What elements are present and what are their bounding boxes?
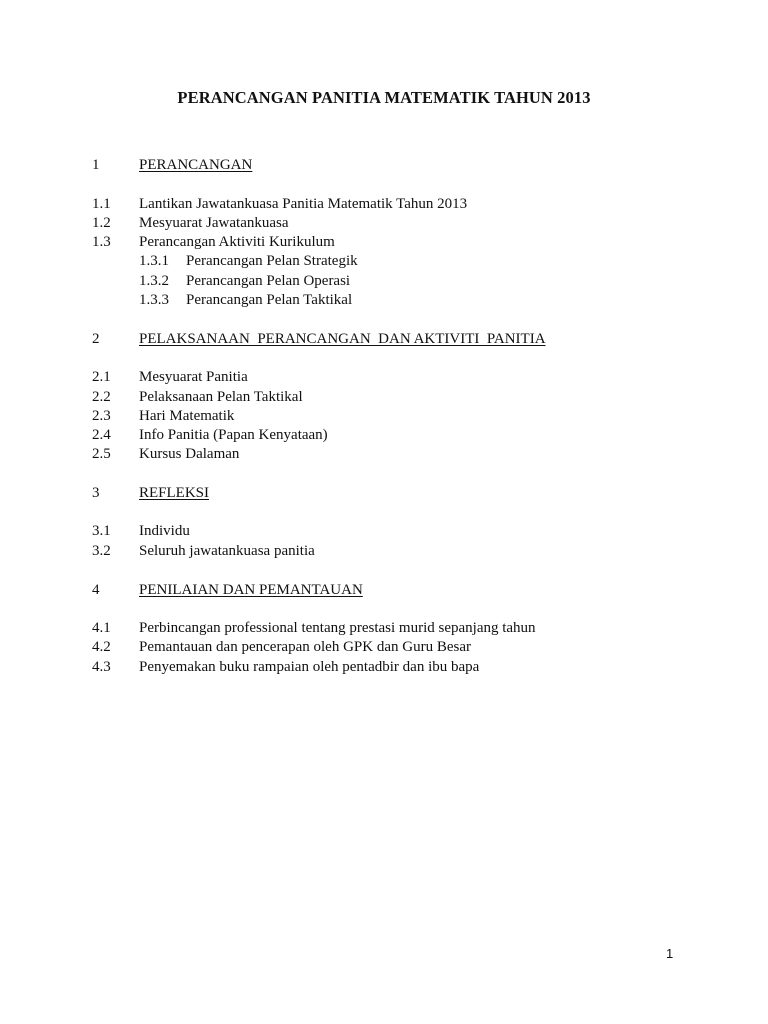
- section-title: PENILAIAN DAN PEMANTAUAN: [139, 582, 363, 598]
- document-title: PERANCANGAN PANITIA MATEMATIK TAHUN 2013: [177, 88, 591, 107]
- subitem-number: 1.3.3: [139, 292, 169, 308]
- item-text: Info Panitia (Papan Kenyataan): [139, 427, 328, 443]
- subitem-text: Perancangan Pelan Taktikal: [186, 292, 353, 308]
- item-number: 2.2: [92, 389, 111, 405]
- item-number: 3.2: [92, 543, 111, 559]
- item-text: Perancangan Aktiviti Kurikulum: [139, 234, 335, 250]
- section-number: 4: [92, 582, 100, 598]
- item-text: Lantikan Jawatankuasa Panitia Matematik Tahun 2013: [139, 196, 468, 212]
- item-text: Individu: [139, 523, 190, 539]
- section-number: 3: [92, 485, 100, 501]
- section-number: 1: [92, 157, 100, 173]
- item-text: Pemantauan dan pencerapan oleh GPK dan Guru Besar: [139, 639, 471, 655]
- item-number: 4.1: [92, 620, 111, 636]
- item-number: 2.1: [92, 369, 111, 385]
- item-number: 1.1: [92, 196, 111, 212]
- item-number: 2.3: [92, 408, 111, 424]
- item-text: Kursus Dalaman: [139, 446, 240, 462]
- subitem-number: 1.3.2: [139, 273, 169, 289]
- subitem-number: 1.3.1: [139, 253, 169, 269]
- item-text: Pelaksanaan Pelan Taktikal: [139, 389, 303, 405]
- item-text: Seluruh jawatankuasa panitia: [139, 543, 315, 559]
- section-title: PELAKSANAAN PERANCANGAN DAN AKTIVITI PANITIA: [139, 331, 546, 347]
- item-number: 2.4: [92, 427, 111, 443]
- item-number: 1.3: [92, 234, 111, 250]
- item-text: Penyemakan buku rampaian oleh pentadbir dan ibu bapa: [139, 659, 480, 675]
- page-number: 1: [666, 946, 674, 961]
- item-text: Mesyuarat Jawatankuasa: [139, 215, 289, 231]
- item-text: Mesyuarat Panitia: [139, 369, 248, 385]
- item-text: Hari Matematik: [139, 408, 235, 424]
- item-number: 4.3: [92, 659, 111, 675]
- section-title: PERANCANGAN: [139, 157, 253, 173]
- section-number: 2: [92, 331, 100, 347]
- item-text: Perbincangan professional tentang prestasi murid sepanjang tahun: [139, 620, 536, 636]
- item-number: 3.1: [92, 523, 111, 539]
- item-number: 4.2: [92, 639, 111, 655]
- section-title: REFLEKSI: [139, 485, 210, 501]
- item-number: 2.5: [92, 446, 111, 462]
- subitem-text: Perancangan Pelan Operasi: [186, 273, 351, 289]
- item-number: 1.2: [92, 215, 111, 231]
- subitem-text: Perancangan Pelan Strategik: [186, 253, 358, 269]
